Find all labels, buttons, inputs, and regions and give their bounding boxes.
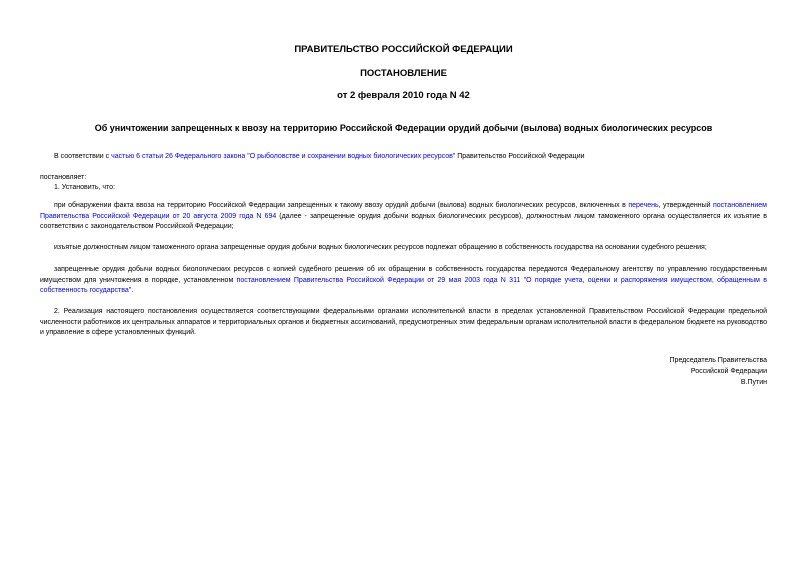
signature-block bbox=[567, 355, 767, 388]
paragraph-transfer-text-1: запрещенные орудия добычи водных биологических ресурсов с копией судебного решения об их обращении в собственность государства передаются Федеральному агентству по управлению государственным имуществом для уничтожения в порядке, установленном bbox=[40, 266, 767, 284]
item-2-paragraph: 2. Реализация настоящего постановления осуществляется соответствующими федеральными органами исполнительной власти в пределах установленной Правительством Российской Федерации предельной численности работников их центральных аппаратов и территориальных органов и бюджетных ассигнований, предусмотренных этим федеральным органам исполнительной власти в федеральном бюджете на руководство и управление в сфере установленных функций. bbox=[40, 308, 767, 336]
paragraph-transfer-text-2: . bbox=[131, 287, 134, 294]
signature-position-line-2: Российской Федерации bbox=[690, 368, 767, 375]
preamble-text-before: В соответствии с bbox=[54, 153, 112, 160]
resolution-311-link[interactable]: постановлением Правительства Российской Федерации от 29 мая 2003 года N 311 "О порядке учета, оценки и распоряжения имуществом, обращенным в собственность государства" bbox=[40, 276, 767, 294]
preamble-paragraph bbox=[40, 152, 767, 163]
paragraph-transfer bbox=[40, 265, 767, 297]
government-heading: ПРАВИТЕЛЬСТВО РОССИЙСКОЙ ФЕДЕРАЦИИ bbox=[294, 44, 513, 55]
paragraph-detection-text-3: (далее - запрещенные орудия добычи водных биологических ресурсов), должностным лицом таможенного органа осуществляется их изъятие в соответствии с законодательством Российской Федерации; bbox=[40, 212, 767, 230]
list-link[interactable]: перечень bbox=[628, 202, 659, 209]
preamble-text-after: Правительство Российской Федерации bbox=[455, 153, 585, 160]
federal-law-link[interactable]: частью 6 статьи 26 Федерального закона "О рыболовстве и сохранении водных биологических ресурсов" bbox=[111, 153, 456, 160]
paragraph-detection bbox=[40, 201, 767, 233]
paragraph-seizure: изъятые должностным лицом таможенного органа запрещенные орудия добычи водных биологических ресурсов подлежат обращению в собственность государства на основании судебного решения; bbox=[54, 244, 707, 251]
signature-position-line-1: Председатель Правительства bbox=[669, 357, 767, 364]
document-page bbox=[40, 0, 767, 571]
item-1-heading: 1. Установить, что: bbox=[54, 184, 116, 191]
document-date-number: от 2 февраля 2010 года N 42 bbox=[337, 90, 470, 101]
document-type-heading: ПОСТАНОВЛЕНИЕ bbox=[360, 68, 447, 79]
document-title: Об уничтожении запрещенных к ввозу на территорию Российской Федерации орудий добычи (вылова) водных биологических ресурсов bbox=[94, 123, 713, 133]
paragraph-detection-text-1: при обнаружении факта ввоза на территорию Российской Федерации запрещенных к такому ввозу орудий добычи (вылова) водных биологических ресурсов, включенных в bbox=[54, 202, 629, 209]
resolution-694-link[interactable]: постановлением Правительства Российской Федерации от 20 августа 2009 года N 694 bbox=[40, 202, 767, 220]
paragraph-detection-text-2: , утвержденный bbox=[658, 202, 713, 209]
signature-name: В.Путин bbox=[740, 379, 767, 386]
resolves-line: постановляет: bbox=[40, 174, 87, 181]
